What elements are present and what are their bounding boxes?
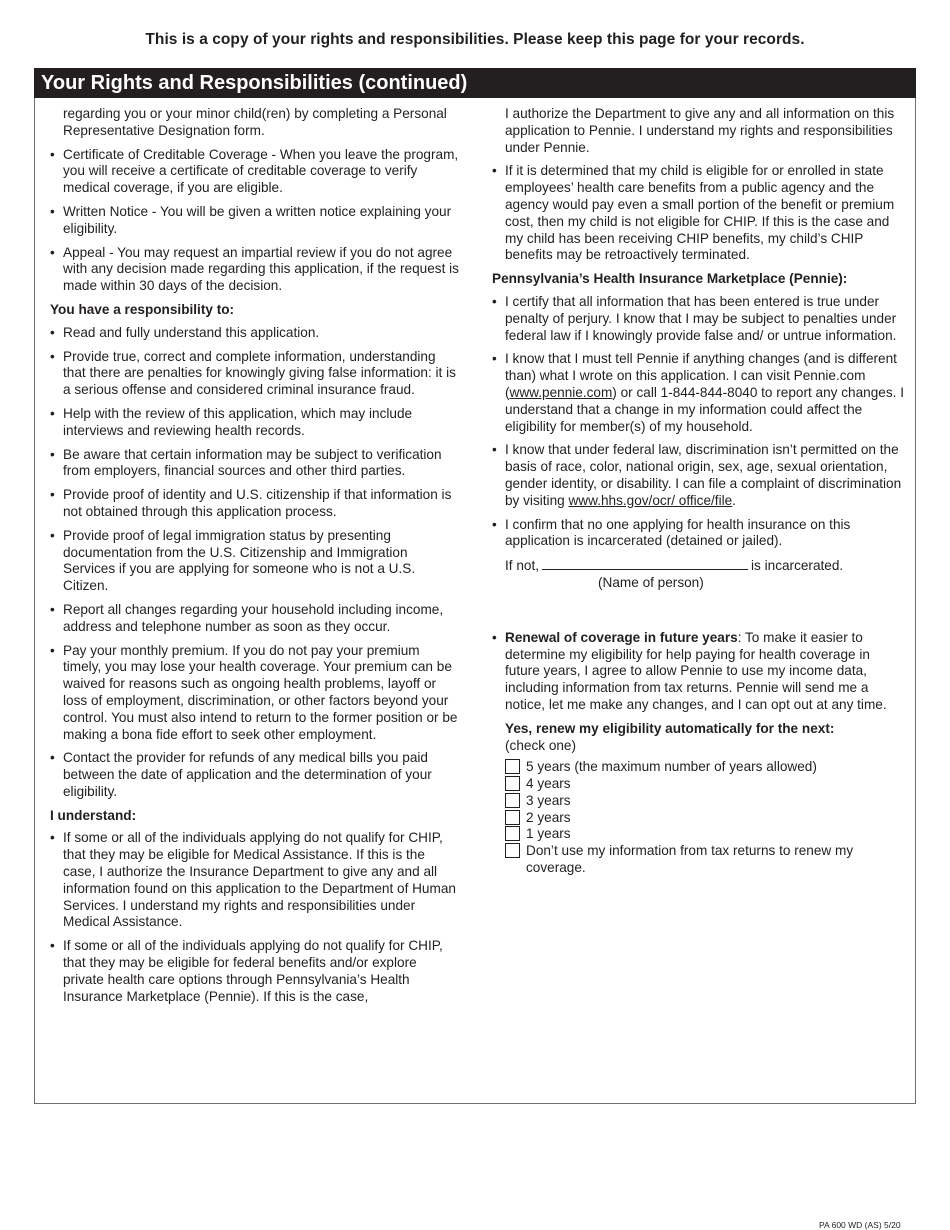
option-label: 3 years xyxy=(526,792,571,808)
list-item: • Provide proof of identity and U.S. citizenship if that information is not obtained through this application process. xyxy=(50,487,460,521)
option-label: 2 years xyxy=(526,809,571,825)
discrimination-text-part1: I know that under federal law, discrimination isn’t permitted on the basis of race, color, national origin, sex, age, sexual orientation, gender identity, or disability. I can file a complaint of discrimination by visiting xyxy=(505,442,902,508)
tell-text-part1: I know that I must tell Pennie if anything changes (and is different than) what I wrote on this application. I can visit Pennie.com ( xyxy=(505,351,897,400)
list-item: • If some or all of the individuals applying do not qualify for CHIP, that they may be eligible for Medical Assistance. If this is the case, I authorize the Insurance Department to give any and all information found on this application to the Department of Human Services. I understand my rights and responsibilities under Medical Assistance. xyxy=(50,830,460,931)
option-label: 5 years (the maximum number of years allowed) xyxy=(526,759,817,775)
list-item: • If it is determined that my child is eligible for or enrolled in state employees’ health care benefits from a public agency and the agency would pay even a small portion of the benefit or premium cost, then my child is not eligible for CHIP. If this is the case and my child has been receiving CHIP benefits, my child’s CHIP benefits may be retroactively terminated. xyxy=(492,163,904,264)
tell-text-part2: ) or call 1-844-844-8040 to report any changes. I understand that a change in my information could affect the eligibility for member(s) of my household. xyxy=(505,384,904,434)
list-item: • Read and fully understand this application. xyxy=(50,325,460,342)
responsibility-heading: You have a responsibility to: xyxy=(50,301,235,317)
option-3-years[interactable] xyxy=(505,793,904,810)
list-item: • Pay your monthly premium. If you do not pay your premium timely, you may lose your health coverage. Your premium can be waived for reasons such as ongoing health problems, layoff or loss of employment, discrimination, or other factors beyond your control. You must also intend to return to the former position or be making a bona fide effort to seek other employment. xyxy=(50,643,460,744)
list-item: • If some or all of the individuals applying do not qualify for CHIP, that they may be eligible for federal benefits and/or explore private health care options through Pennsylvania’s Health Insurance Marketplace (Pennie). If this is the case, xyxy=(50,938,460,1005)
continuation-text: regarding you or your minor child(ren) by completing a Personal Representative Designation form. xyxy=(63,106,447,138)
checkbox[interactable] xyxy=(505,826,520,841)
understand-heading: I understand: xyxy=(50,807,137,823)
list-item: • I confirm that no one applying for health insurance on this application is incarcerated (detained or jailed). xyxy=(492,517,904,551)
section-header: Your Rights and Responsibilities (continued) xyxy=(34,68,916,98)
incarcerated-fill-row xyxy=(492,557,904,575)
list-item: • Contact the provider for refunds of any medical bills you paid between the date of application and the determination of your eligibility. xyxy=(50,750,460,800)
hhs-link[interactable]: www.hhs.gov/ocr/ office/file xyxy=(568,492,733,508)
option-4-years[interactable] xyxy=(505,776,904,793)
checkbox[interactable] xyxy=(505,843,520,858)
renewal-bold-label: Renewal of coverage in future years xyxy=(505,629,738,645)
list-item: • Appeal - You may request an impartial review if you do not agree with any decision made regarding this application, if the request is made within 30 days of the decision. xyxy=(50,245,460,295)
pennie-heading: Pennsylvania’s Health Insurance Marketplace (Pennie): xyxy=(492,271,848,287)
list-item: • I certify that all information that has been entered is true under penalty of perjury. I know that I may be subject to penalties under federal law if I knowingly provide false and/ or untrue information. xyxy=(492,294,904,344)
discrimination-text-part2: . xyxy=(732,492,736,508)
list-item: • Certificate of Creditable Coverage - When you leave the program, you will receive a certificate of creditable coverage to verify medical coverage, if you are eligible. xyxy=(50,147,460,197)
option-5-years[interactable] xyxy=(505,759,904,776)
list-item xyxy=(492,442,904,509)
list-item xyxy=(492,351,904,435)
right-column xyxy=(492,106,904,877)
form-code: PA 600 WD (AS) 5/20 xyxy=(819,1220,901,1230)
name-of-person-field[interactable] xyxy=(542,557,748,570)
continuation-text: I authorize the Department to give any and all information on this application to Pennie. I understand my rights and responsibilities under Pennie. xyxy=(505,106,895,155)
list-item xyxy=(492,630,904,714)
left-column xyxy=(50,106,460,1012)
checkbox[interactable] xyxy=(505,759,520,774)
renewal-options xyxy=(492,721,904,877)
option-label: 4 years xyxy=(526,776,571,792)
list-item: • Help with the review of this application, which may include interviews and reviewing health records. xyxy=(50,406,460,440)
checkbox[interactable] xyxy=(505,793,520,808)
option-label: 1 years xyxy=(526,826,571,842)
list-item: • Written Notice - You will be given a written notice explaining your eligibility. xyxy=(50,204,460,238)
list-item: • Provide proof of legal immigration status by presenting documentation from the U.S. Citizenship and Immigration Services if you are applying for someone who is not a U.S. Citizen. xyxy=(50,528,460,595)
copy-notice: This is a copy of your rights and responsibilities. Please keep this page for your records. xyxy=(145,31,805,48)
renewal-text: : To make it easier to determine my eligibility for help paying for health coverage in future years, I agree to allow Pennie to use my income data, including information from tax returns. Pennie will send me a notice, let me make any changes, and I can opt out at any time. xyxy=(505,629,887,712)
checkbox[interactable] xyxy=(505,776,520,791)
name-caption: (Name of person) xyxy=(598,574,704,590)
pennie-link[interactable]: www.pennie.com xyxy=(509,384,613,400)
option-2-years[interactable] xyxy=(505,810,904,827)
renew-heading: Yes, renew my eligibility automatically for the next: xyxy=(505,720,835,736)
option-1-years[interactable] xyxy=(505,826,904,843)
option-label: Don’t use my information from tax returns to renew my coverage. xyxy=(526,843,854,876)
is-incarcerated-label: is incarcerated. xyxy=(751,558,844,574)
if-not-label: If not, xyxy=(505,558,540,574)
check-one-note: (check one) xyxy=(505,737,577,753)
list-item: • Report all changes regarding your household including income, address and telephone number as soon as they occur. xyxy=(50,602,460,636)
option-dont-use[interactable] xyxy=(505,843,904,877)
list-item: • Be aware that certain information may be subject to verification from employers, financial sources and other third parties. xyxy=(50,447,460,481)
list-item: • Provide true, correct and complete information, understanding that there are penalties for knowingly giving false information: it is a serious offense and considered criminal insurance fraud. xyxy=(50,349,460,399)
checkbox[interactable] xyxy=(505,810,520,825)
